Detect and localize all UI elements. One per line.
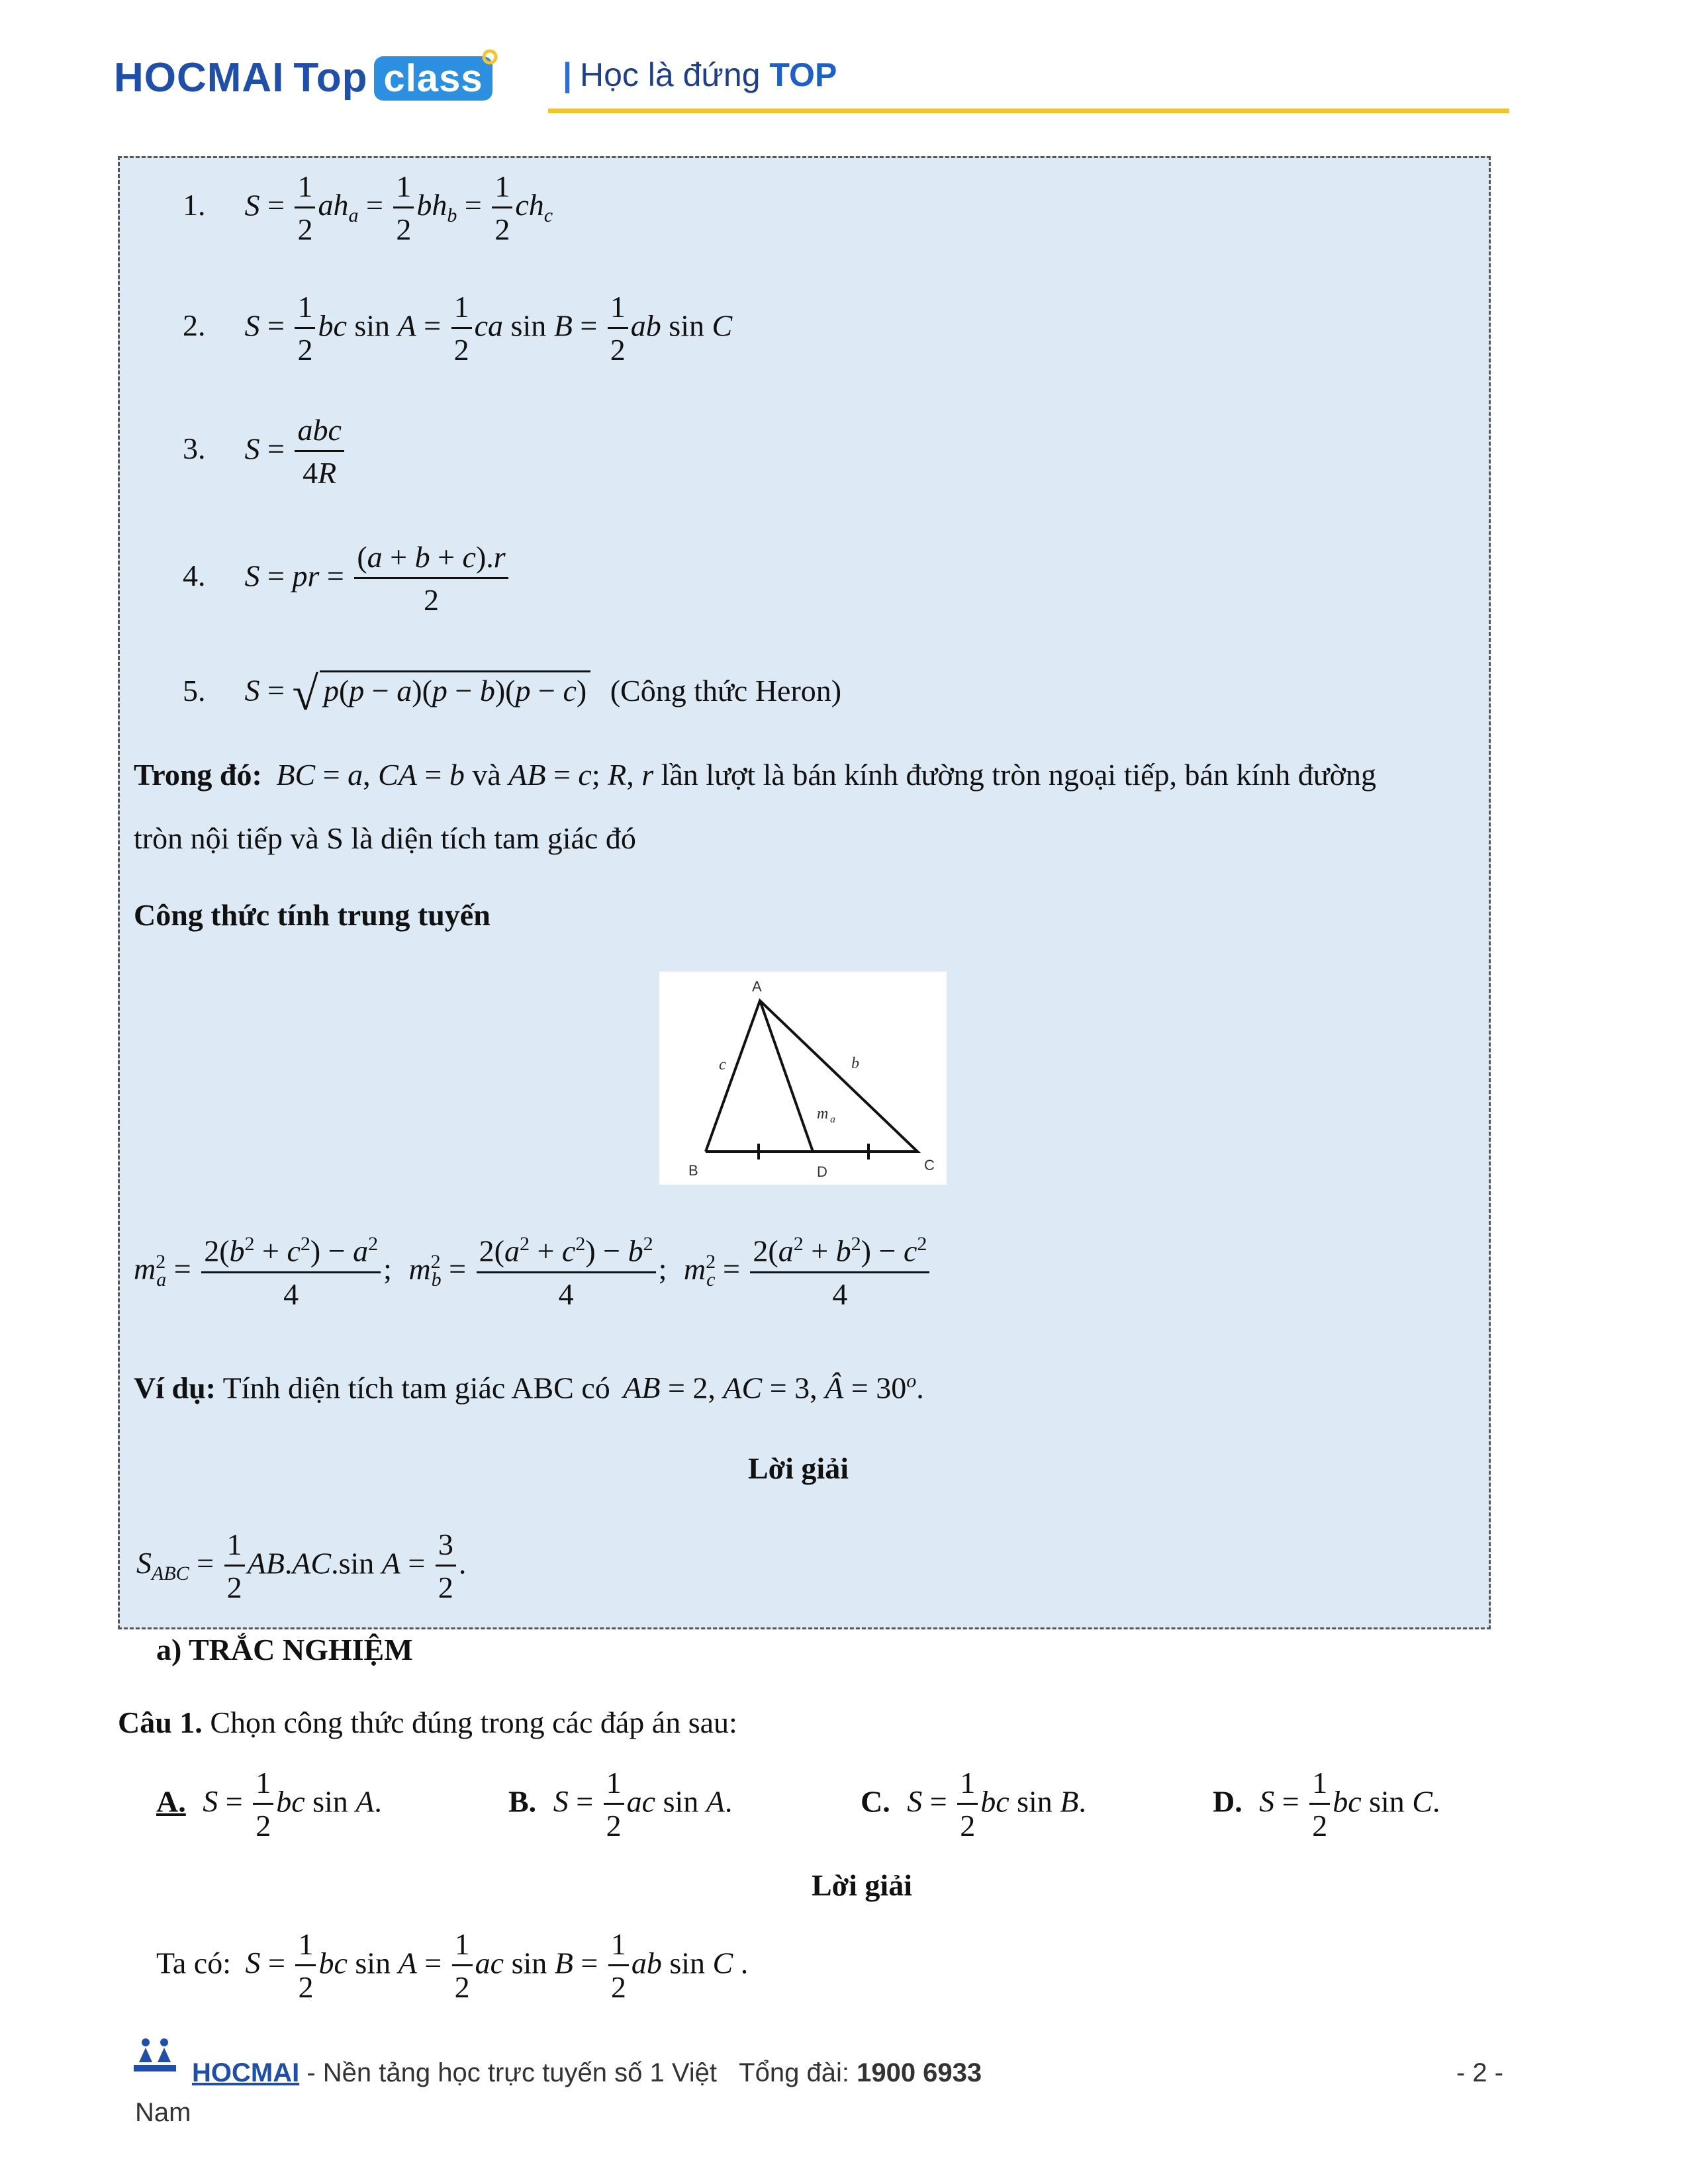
logo-text-class: class (374, 56, 492, 101)
median-label-sub: a (830, 1114, 835, 1125)
option-c[interactable]: C. S = $\frac{1}{2}$ bc sin B. (861, 1766, 1086, 1843)
formula-2: 2. S = $\frac{1}{2}$ bc sin A = $\frac{1}{2}$ ca sin B = $\frac{1}{2}$ ab sin C (183, 290, 733, 367)
question-1: Câu 1. Chọn công thức đúng trong các đáp án sau: (118, 1706, 737, 1739)
hotline-number: 1900 6933 (857, 2058, 982, 2087)
hocmai-topclass-logo (114, 54, 492, 101)
side-label-b: b (851, 1055, 859, 1072)
vertex-label-c: C (924, 1157, 935, 1173)
median-heading: Công thức tính trung tuyến (134, 898, 491, 932)
vertex-label-a: A (752, 978, 762, 995)
footer-wrap-text: Nam (135, 2098, 191, 2127)
triangle-diagram (659, 972, 947, 1185)
hocmai-footer-logo-icon (131, 2036, 179, 2075)
example-solution-formula: $S_{ABC}$ = $\frac{1}{2}$ AB.AC.sin A = $\frac{3}{2}$ . (136, 1527, 467, 1605)
note-line-1: Trong đó: BC = a, CA = b và AB = c; R, r lần lượt là bán kính đường tròn ngoại tiếp, bán kính đường (134, 758, 1377, 792)
sun-icon (478, 45, 502, 69)
formula-5: 5. S = √ p(p − a)(p − b)(p − c) (Công thức Heron) (183, 667, 842, 720)
option-b[interactable]: B. S = $\frac{1}{2}$ ac sin A. (508, 1766, 733, 1843)
formula-1: 1. S = $\frac{1}{2}$ $ah_a$ = $\frac{1}{2}$ $bh_b$ = $\frac{1}{2}$ $ch_c$ (183, 169, 553, 247)
vertex-label-b: B (688, 1162, 698, 1179)
note-line-2: tròn nội tiếp và S là diện tích tam giác đó (134, 821, 636, 855)
median-formulas: $m^2_a$ = $\frac{2(b^2 + c^2) - a^2}{4}$ ; $m^2_b$ = $\frac{2(a^2 + c^2) - b^2}{4}$ ; $m^2_c$ = $\frac{2(a^2 + b^2) - c^2}{4}$ (134, 1234, 932, 1310)
example-solution-title: Lời giải (748, 1451, 849, 1485)
formula-3: 3. S = $\frac{\text{abc}}{4R}$ (183, 414, 347, 490)
median-label-m: m (817, 1105, 829, 1122)
example-line: Ví dụ: Tính diện tích tam giác ABC có AB = 2, AC = 3, Â = $30^o$. (134, 1370, 924, 1405)
triangle-figure (659, 972, 947, 1185)
side-label-c: c (719, 1056, 726, 1073)
tagline-text: Học là đứng (580, 56, 761, 93)
heron-label: (Công thức Heron) (610, 673, 842, 707)
footer-text: HOCMAI - Nền tảng học trực tuyến số 1 Việt Tổng đài: 1900 6933 (192, 2058, 982, 2087)
formula-4: 4. S = pr = $\frac{(a + b + c).r}{2}$ (183, 541, 511, 617)
footer-brand-link[interactable]: HOCMAI (192, 2058, 300, 2087)
question-1-solution: Ta có: S = $\frac{1}{2}$ bc sin A = $\frac{1}{2}$ ac sin B = $\frac{1}{2}$ ab sin C . (156, 1927, 749, 2005)
logo-text-hocmai: HOCMAI (114, 55, 285, 101)
header-underline (548, 109, 1509, 113)
tagline: | Học là đứng TOP (563, 56, 837, 93)
vertex-label-d: D (817, 1163, 827, 1180)
page-number: - 2 - (1456, 2058, 1504, 2087)
theory-box (118, 156, 1491, 1629)
section-heading: a) TRẮC NGHIỆM (156, 1633, 413, 1666)
logo-text-top: Top (293, 55, 368, 101)
tagline-highlight: TOP (769, 56, 837, 93)
option-d[interactable]: D. S = $\frac{1}{2}$ bc sin C. (1213, 1766, 1440, 1843)
question-1-solution-title: Lời giải (812, 1868, 912, 1902)
option-a[interactable]: A. S = $\frac{1}{2}$ bc sin A. (156, 1766, 382, 1843)
